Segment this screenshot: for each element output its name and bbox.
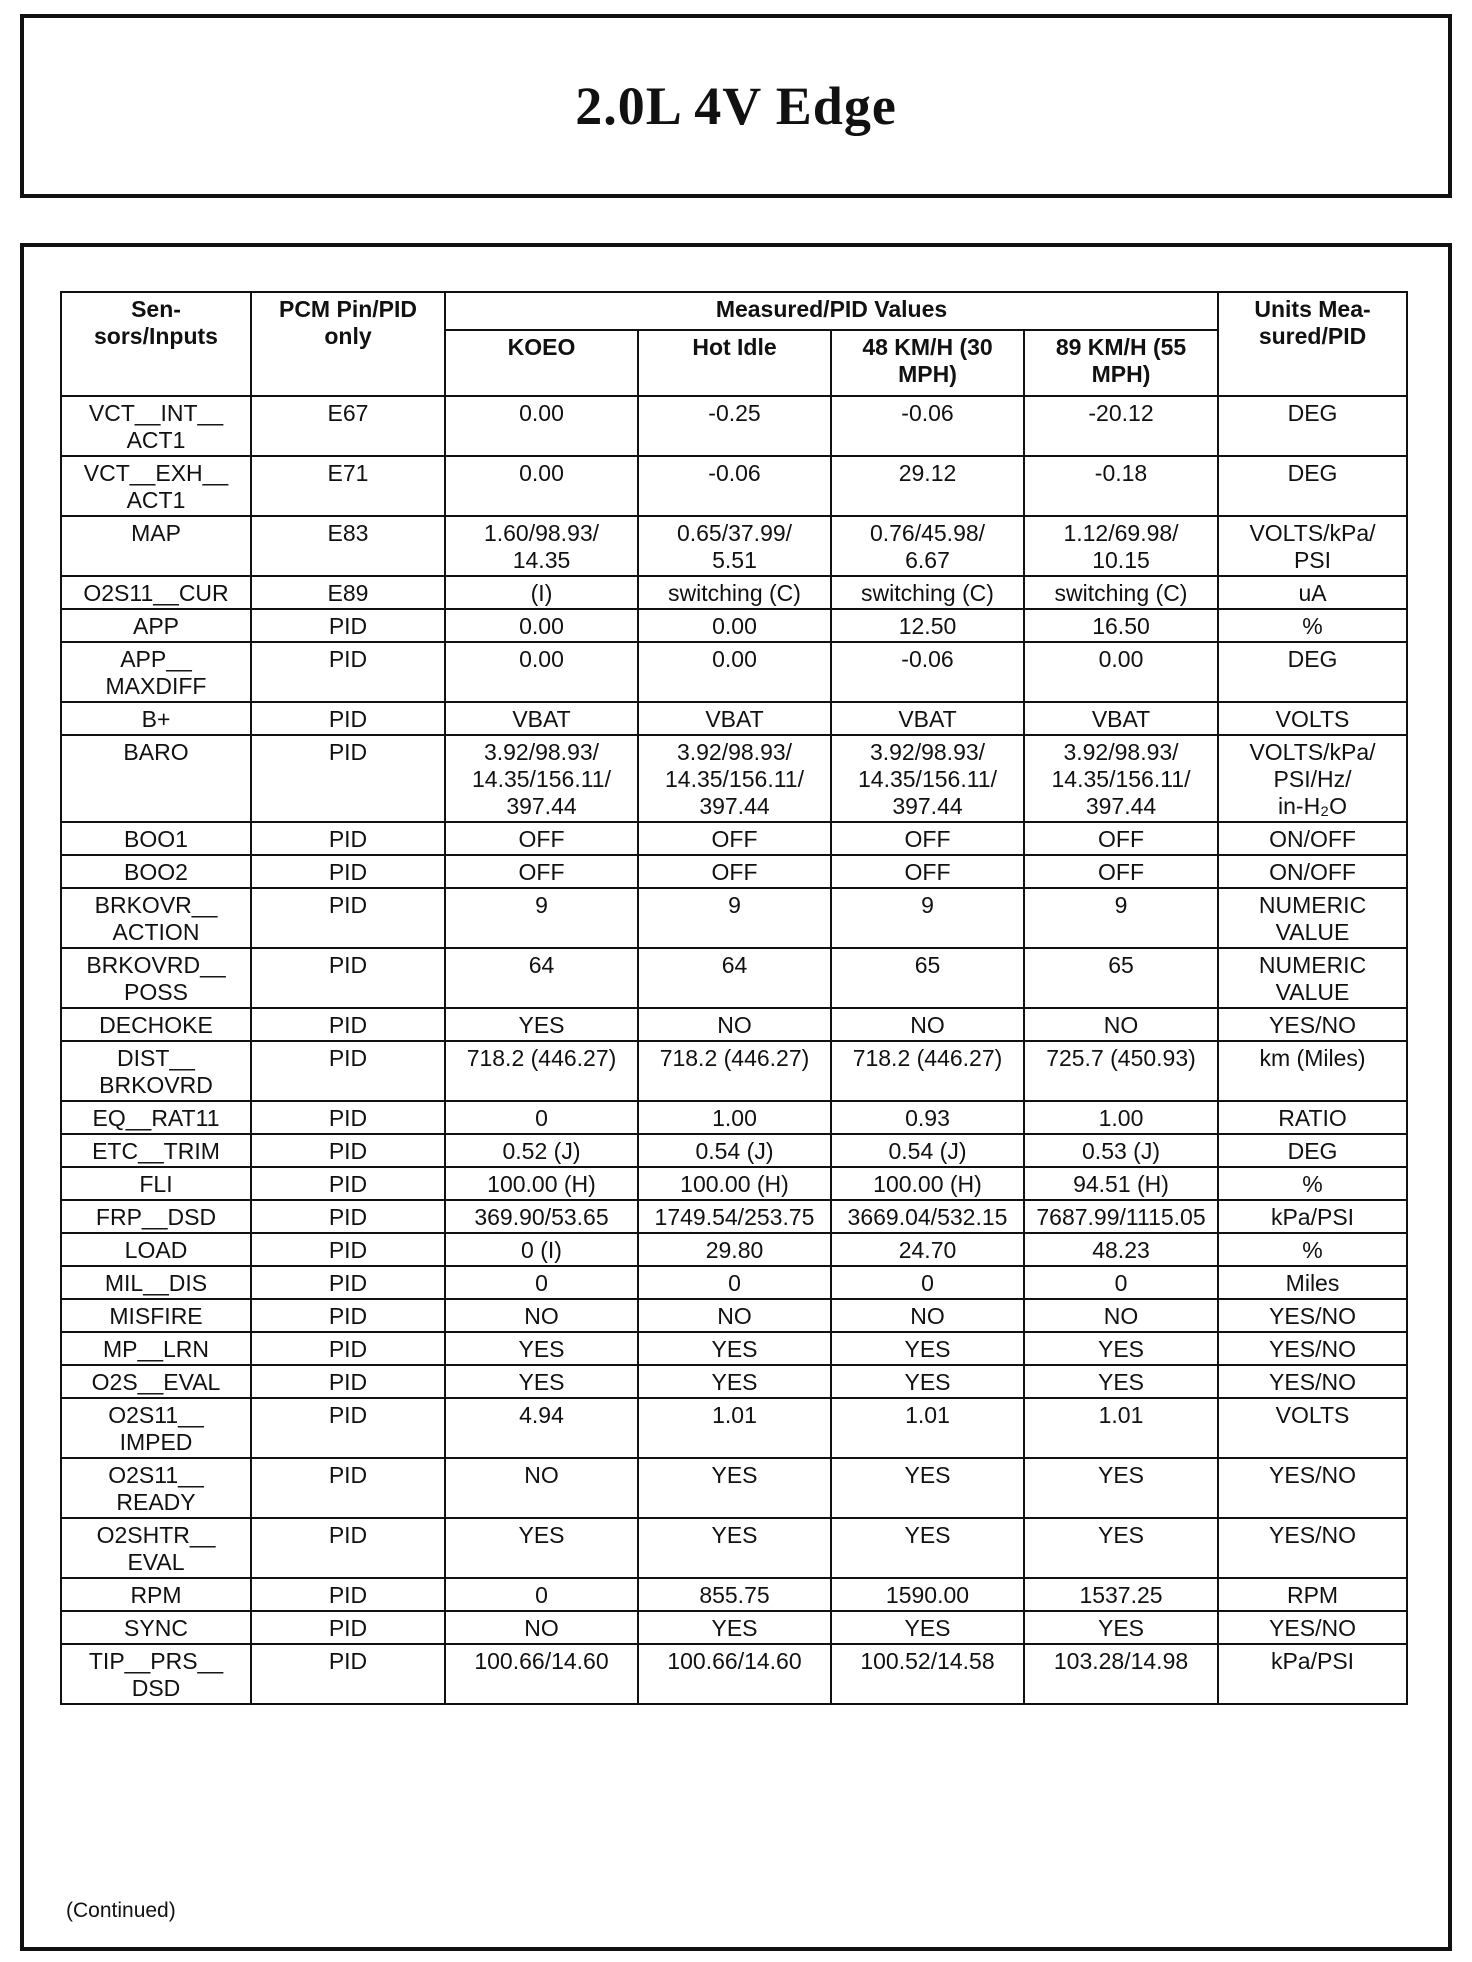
cell-sensor: ETC__TRIM: [61, 1134, 251, 1167]
cell-koeo: YES: [445, 1008, 638, 1041]
cell-sensor: APP: [61, 609, 251, 642]
header-measured-group: Measured/PID Values: [445, 292, 1218, 330]
cell-sensor: FLI: [61, 1167, 251, 1200]
cell-hot-idle: 100.66/14.60: [638, 1644, 831, 1704]
cell-pcm-pin: PID: [251, 1101, 445, 1134]
cell-hot-idle: NO: [638, 1299, 831, 1332]
cell-hot-idle: YES: [638, 1458, 831, 1518]
cell-units: DEG: [1218, 1134, 1407, 1167]
cell-48kmh: OFF: [831, 855, 1024, 888]
cell-hot-idle: -0.06: [638, 456, 831, 516]
table-frame: [20, 243, 1452, 1951]
cell-units: kPa/PSI: [1218, 1200, 1407, 1233]
cell-koeo: 0.00: [445, 456, 638, 516]
cell-koeo: NO: [445, 1458, 638, 1518]
cell-48kmh: -0.06: [831, 642, 1024, 702]
cell-89kmh: 94.51 (H): [1024, 1167, 1218, 1200]
cell-48kmh: 100.00 (H): [831, 1167, 1024, 1200]
cell-48kmh: 29.12: [831, 456, 1024, 516]
cell-48kmh: YES: [831, 1611, 1024, 1644]
cell-hot-idle: 0.00: [638, 609, 831, 642]
cell-sensor: TIP__PRS__ DSD: [61, 1644, 251, 1704]
cell-units: RPM: [1218, 1578, 1407, 1611]
cell-89kmh: NO: [1024, 1299, 1218, 1332]
cell-units: VOLTS: [1218, 702, 1407, 735]
cell-sensor: VCT__EXH__ ACT1: [61, 456, 251, 516]
cell-48kmh: 24.70: [831, 1233, 1024, 1266]
cell-pcm-pin: PID: [251, 1134, 445, 1167]
cell-units: YES/NO: [1218, 1008, 1407, 1041]
cell-48kmh: VBAT: [831, 702, 1024, 735]
cell-pcm-pin: PID: [251, 1458, 445, 1518]
cell-units: DEG: [1218, 396, 1407, 456]
cell-hot-idle: 0.65/37.99/ 5.51: [638, 516, 831, 576]
table-row: [61, 609, 1407, 642]
cell-koeo: 0: [445, 1266, 638, 1299]
table-row: [61, 855, 1407, 888]
table-row: [61, 516, 1407, 576]
cell-48kmh: 3.92/98.93/ 14.35/156.11/ 397.44: [831, 735, 1024, 822]
cell-48kmh: 0.54 (J): [831, 1134, 1024, 1167]
cell-hot-idle: 64: [638, 948, 831, 1008]
cell-units: YES/NO: [1218, 1458, 1407, 1518]
table-row: [61, 1644, 1407, 1704]
cell-89kmh: 16.50: [1024, 609, 1218, 642]
cell-koeo: 100.66/14.60: [445, 1644, 638, 1704]
cell-hot-idle: VBAT: [638, 702, 831, 735]
cell-koeo: 369.90/53.65: [445, 1200, 638, 1233]
cell-89kmh: switching (C): [1024, 576, 1218, 609]
cell-48kmh: NO: [831, 1008, 1024, 1041]
header-89kmh: 89 KM/H (55 MPH): [1024, 330, 1218, 396]
cell-89kmh: 0.00: [1024, 642, 1218, 702]
cell-koeo: 3.92/98.93/ 14.35/156.11/ 397.44: [445, 735, 638, 822]
cell-48kmh: 0.76/45.98/ 6.67: [831, 516, 1024, 576]
cell-hot-idle: OFF: [638, 855, 831, 888]
cell-sensor: O2SHTR__ EVAL: [61, 1518, 251, 1578]
cell-48kmh: 718.2 (446.27): [831, 1041, 1024, 1101]
cell-89kmh: 1537.25: [1024, 1578, 1218, 1611]
cell-89kmh: 3.92/98.93/ 14.35/156.11/ 397.44: [1024, 735, 1218, 822]
table-row: [61, 822, 1407, 855]
table-row: [61, 396, 1407, 456]
cell-sensor: MP__LRN: [61, 1332, 251, 1365]
cell-89kmh: YES: [1024, 1611, 1218, 1644]
table-row: [61, 1578, 1407, 1611]
cell-units: YES/NO: [1218, 1611, 1407, 1644]
cell-pcm-pin: PID: [251, 735, 445, 822]
table-row: [61, 1041, 1407, 1101]
table-row: [61, 456, 1407, 516]
cell-koeo: (I): [445, 576, 638, 609]
cell-89kmh: 48.23: [1024, 1233, 1218, 1266]
cell-sensor: O2S11__ READY: [61, 1458, 251, 1518]
cell-units: YES/NO: [1218, 1365, 1407, 1398]
cell-48kmh: 12.50: [831, 609, 1024, 642]
cell-pcm-pin: PID: [251, 1398, 445, 1458]
table-row: [61, 1332, 1407, 1365]
cell-sensor: VCT__INT__ ACT1: [61, 396, 251, 456]
cell-hot-idle: YES: [638, 1611, 831, 1644]
cell-pcm-pin: PID: [251, 702, 445, 735]
cell-koeo: 0: [445, 1101, 638, 1134]
cell-koeo: 0.00: [445, 609, 638, 642]
cell-units: NUMERIC VALUE: [1218, 888, 1407, 948]
table-row: [61, 1008, 1407, 1041]
cell-koeo: YES: [445, 1332, 638, 1365]
cell-koeo: 0: [445, 1578, 638, 1611]
cell-units: VOLTS/kPa/ PSI: [1218, 516, 1407, 576]
cell-48kmh: 65: [831, 948, 1024, 1008]
cell-hot-idle: 1.01: [638, 1398, 831, 1458]
table-row: [61, 1200, 1407, 1233]
cell-48kmh: YES: [831, 1518, 1024, 1578]
cell-hot-idle: switching (C): [638, 576, 831, 609]
continued-note: (Continued): [66, 1899, 176, 1922]
cell-units: VOLTS: [1218, 1398, 1407, 1458]
table-row: [61, 576, 1407, 609]
cell-48kmh: OFF: [831, 822, 1024, 855]
cell-koeo: 718.2 (446.27): [445, 1041, 638, 1101]
cell-units: VOLTS/kPa/ PSI/Hz/ in-H₂O: [1218, 735, 1407, 822]
cell-koeo: 0.52 (J): [445, 1134, 638, 1167]
table-row: [61, 1266, 1407, 1299]
cell-koeo: 0.00: [445, 642, 638, 702]
cell-hot-idle: 1749.54/253.75: [638, 1200, 831, 1233]
cell-sensor: MAP: [61, 516, 251, 576]
cell-koeo: 9: [445, 888, 638, 948]
cell-koeo: 1.60/98.93/ 14.35: [445, 516, 638, 576]
cell-89kmh: VBAT: [1024, 702, 1218, 735]
cell-48kmh: 9: [831, 888, 1024, 948]
header-units: Units Mea- sured/PID: [1218, 292, 1407, 396]
cell-koeo: 64: [445, 948, 638, 1008]
cell-pcm-pin: E67: [251, 396, 445, 456]
cell-units: YES/NO: [1218, 1299, 1407, 1332]
cell-48kmh: NO: [831, 1299, 1024, 1332]
cell-48kmh: 1.01: [831, 1398, 1024, 1458]
cell-89kmh: 1.00: [1024, 1101, 1218, 1134]
header-48kmh: 48 KM/H (30 MPH): [831, 330, 1024, 396]
cell-89kmh: 1.01: [1024, 1398, 1218, 1458]
cell-pcm-pin: PID: [251, 1611, 445, 1644]
table-row: [61, 702, 1407, 735]
cell-89kmh: -0.18: [1024, 456, 1218, 516]
cell-units: %: [1218, 1233, 1407, 1266]
cell-hot-idle: OFF: [638, 822, 831, 855]
cell-hot-idle: 718.2 (446.27): [638, 1041, 831, 1101]
cell-sensor: BOO1: [61, 822, 251, 855]
cell-pcm-pin: PID: [251, 1041, 445, 1101]
cell-koeo: YES: [445, 1518, 638, 1578]
cell-hot-idle: 1.00: [638, 1101, 831, 1134]
cell-pcm-pin: PID: [251, 1167, 445, 1200]
cell-units: Miles: [1218, 1266, 1407, 1299]
cell-hot-idle: 3.92/98.93/ 14.35/156.11/ 397.44: [638, 735, 831, 822]
cell-koeo: NO: [445, 1611, 638, 1644]
cell-hot-idle: NO: [638, 1008, 831, 1041]
table-body: [61, 396, 1407, 1704]
cell-hot-idle: YES: [638, 1518, 831, 1578]
cell-sensor: APP__ MAXDIFF: [61, 642, 251, 702]
cell-units: DEG: [1218, 456, 1407, 516]
cell-pcm-pin: PID: [251, 888, 445, 948]
cell-48kmh: 0.93: [831, 1101, 1024, 1134]
table-row: [61, 1233, 1407, 1266]
cell-units: uA: [1218, 576, 1407, 609]
cell-89kmh: 725.7 (450.93): [1024, 1041, 1218, 1101]
table-row: [61, 642, 1407, 702]
table-row: [61, 1611, 1407, 1644]
cell-89kmh: 9: [1024, 888, 1218, 948]
cell-pcm-pin: PID: [251, 855, 445, 888]
cell-89kmh: YES: [1024, 1365, 1218, 1398]
cell-hot-idle: YES: [638, 1365, 831, 1398]
table-row: [61, 1299, 1407, 1332]
cell-koeo: NO: [445, 1299, 638, 1332]
cell-89kmh: 0.53 (J): [1024, 1134, 1218, 1167]
cell-hot-idle: 9: [638, 888, 831, 948]
cell-sensor: BRKOVRD__ POSS: [61, 948, 251, 1008]
cell-89kmh: YES: [1024, 1332, 1218, 1365]
cell-pcm-pin: PID: [251, 1518, 445, 1578]
cell-sensor: O2S11__ IMPED: [61, 1398, 251, 1458]
cell-sensor: B+: [61, 702, 251, 735]
cell-pcm-pin: PID: [251, 822, 445, 855]
cell-48kmh: YES: [831, 1458, 1024, 1518]
cell-pcm-pin: PID: [251, 1266, 445, 1299]
cell-pcm-pin: E83: [251, 516, 445, 576]
cell-koeo: OFF: [445, 822, 638, 855]
cell-48kmh: 3669.04/532.15: [831, 1200, 1024, 1233]
cell-koeo: 0 (I): [445, 1233, 638, 1266]
cell-hot-idle: YES: [638, 1332, 831, 1365]
cell-89kmh: 1.12/69.98/ 10.15: [1024, 516, 1218, 576]
cell-sensor: FRP__DSD: [61, 1200, 251, 1233]
cell-units: %: [1218, 1167, 1407, 1200]
cell-units: NUMERIC VALUE: [1218, 948, 1407, 1008]
header-pcm-pin: PCM Pin/PID only: [251, 292, 445, 396]
cell-units: km (Miles): [1218, 1041, 1407, 1101]
cell-koeo: 0.00: [445, 396, 638, 456]
table-row: [61, 948, 1407, 1008]
cell-89kmh: NO: [1024, 1008, 1218, 1041]
cell-sensor: BARO: [61, 735, 251, 822]
cell-48kmh: 0: [831, 1266, 1024, 1299]
cell-sensor: O2S__EVAL: [61, 1365, 251, 1398]
cell-89kmh: YES: [1024, 1458, 1218, 1518]
cell-89kmh: 7687.99/1115.05: [1024, 1200, 1218, 1233]
cell-koeo: YES: [445, 1365, 638, 1398]
cell-89kmh: OFF: [1024, 855, 1218, 888]
cell-pcm-pin: PID: [251, 1299, 445, 1332]
table-row: [61, 735, 1407, 822]
table-row: [61, 888, 1407, 948]
cell-koeo: 100.00 (H): [445, 1167, 638, 1200]
cell-units: YES/NO: [1218, 1332, 1407, 1365]
cell-units: RATIO: [1218, 1101, 1407, 1134]
cell-hot-idle: 0.54 (J): [638, 1134, 831, 1167]
page-title: 2.0L 4V Edge: [575, 76, 897, 136]
table-row: [61, 1398, 1407, 1458]
header-koeo: KOEO: [445, 330, 638, 396]
cell-units: %: [1218, 609, 1407, 642]
cell-pcm-pin: PID: [251, 1008, 445, 1041]
cell-48kmh: YES: [831, 1332, 1024, 1365]
cell-koeo: 4.94: [445, 1398, 638, 1458]
cell-89kmh: YES: [1024, 1518, 1218, 1578]
cell-units: ON/OFF: [1218, 855, 1407, 888]
cell-48kmh: -0.06: [831, 396, 1024, 456]
table-row: [61, 1365, 1407, 1398]
table-row: [61, 1101, 1407, 1134]
pid-table: [60, 291, 1408, 1705]
cell-89kmh: 103.28/14.98: [1024, 1644, 1218, 1704]
cell-sensor: RPM: [61, 1578, 251, 1611]
cell-pcm-pin: E71: [251, 456, 445, 516]
cell-sensor: O2S11__CUR: [61, 576, 251, 609]
cell-48kmh: YES: [831, 1365, 1024, 1398]
cell-sensor: DIST__ BRKOVRD: [61, 1041, 251, 1101]
cell-sensor: LOAD: [61, 1233, 251, 1266]
cell-units: DEG: [1218, 642, 1407, 702]
cell-89kmh: OFF: [1024, 822, 1218, 855]
table-row: [61, 1134, 1407, 1167]
cell-sensor: DECHOKE: [61, 1008, 251, 1041]
cell-units: ON/OFF: [1218, 822, 1407, 855]
cell-48kmh: switching (C): [831, 576, 1024, 609]
cell-sensor: BRKOVR__ ACTION: [61, 888, 251, 948]
cell-units: YES/NO: [1218, 1518, 1407, 1578]
cell-hot-idle: 855.75: [638, 1578, 831, 1611]
cell-pcm-pin: PID: [251, 609, 445, 642]
table-row: [61, 1518, 1407, 1578]
header-sensors: Sen- sors/Inputs: [61, 292, 251, 396]
cell-hot-idle: -0.25: [638, 396, 831, 456]
cell-hot-idle: 29.80: [638, 1233, 831, 1266]
cell-pcm-pin: PID: [251, 1233, 445, 1266]
cell-pcm-pin: PID: [251, 1332, 445, 1365]
cell-pcm-pin: PID: [251, 1365, 445, 1398]
cell-koeo: VBAT: [445, 702, 638, 735]
header-hot-idle: Hot Idle: [638, 330, 831, 396]
cell-pcm-pin: E89: [251, 576, 445, 609]
table-row: [61, 1167, 1407, 1200]
cell-sensor: MIL__DIS: [61, 1266, 251, 1299]
cell-units: kPa/PSI: [1218, 1644, 1407, 1704]
cell-48kmh: 100.52/14.58: [831, 1644, 1024, 1704]
cell-sensor: EQ__RAT11: [61, 1101, 251, 1134]
cell-48kmh: 1590.00: [831, 1578, 1024, 1611]
cell-pcm-pin: PID: [251, 948, 445, 1008]
cell-pcm-pin: PID: [251, 1200, 445, 1233]
cell-89kmh: -20.12: [1024, 396, 1218, 456]
cell-hot-idle: 0.00: [638, 642, 831, 702]
cell-89kmh: 0: [1024, 1266, 1218, 1299]
cell-sensor: BOO2: [61, 855, 251, 888]
cell-koeo: OFF: [445, 855, 638, 888]
cell-89kmh: 65: [1024, 948, 1218, 1008]
cell-pcm-pin: PID: [251, 642, 445, 702]
cell-pcm-pin: PID: [251, 1644, 445, 1704]
cell-hot-idle: 0: [638, 1266, 831, 1299]
cell-sensor: SYNC: [61, 1611, 251, 1644]
cell-sensor: MISFIRE: [61, 1299, 251, 1332]
table-row: [61, 1458, 1407, 1518]
cell-pcm-pin: PID: [251, 1578, 445, 1611]
title-box: [20, 14, 1452, 198]
cell-hot-idle: 100.00 (H): [638, 1167, 831, 1200]
